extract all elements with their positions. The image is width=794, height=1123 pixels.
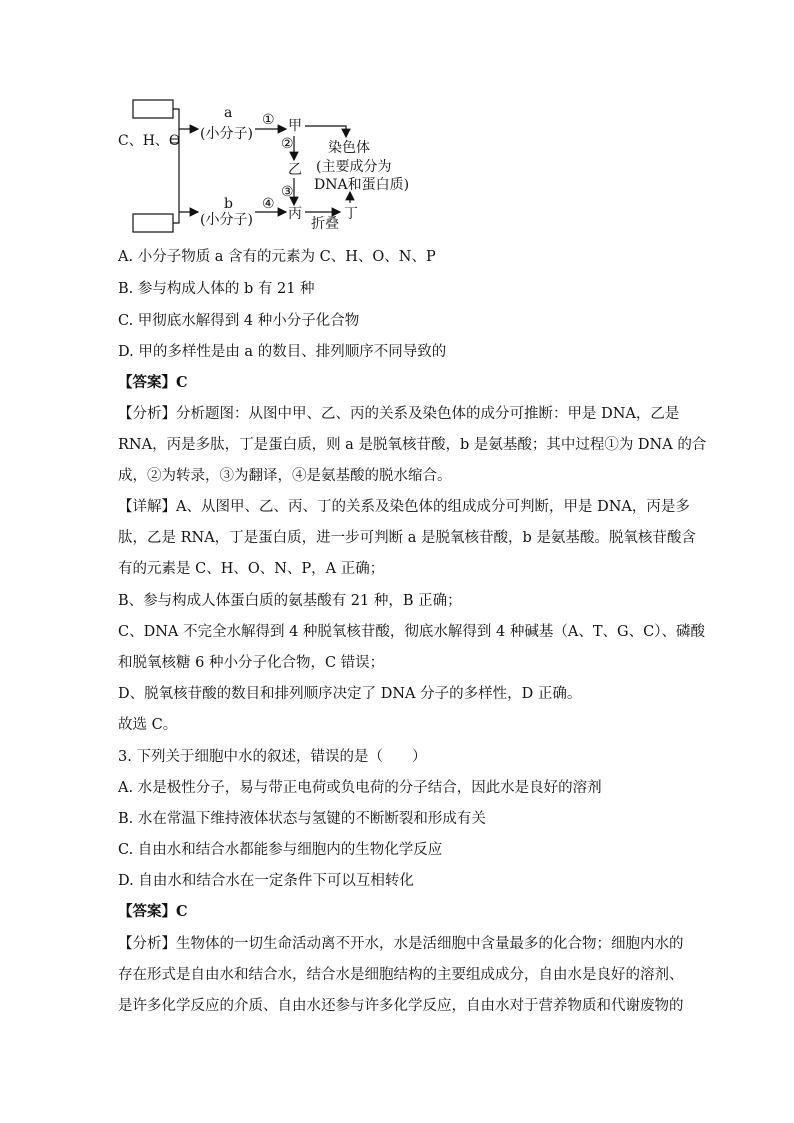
question-diagram <box>118 98 418 238</box>
q3-option-a: A. 水是极性分子，易与带正电荷或负电荷的分子结合，因此水是良好的溶剂 <box>118 780 602 796</box>
chromosome-composition-line1: (主要成分为 <box>316 159 392 175</box>
q2-detail-line: C、DNA 不完全水解得到 4 种脱氧核苷酸，彻底水解得到 4 种碱基（A、T、G、C）、磷酸 <box>118 624 705 640</box>
q3-question: 3. 下列关于细胞中水的叙述，错误的是（ ） <box>118 749 427 765</box>
q2-conclusion: 故选 C。 <box>118 717 178 733</box>
q3-analysis-line: 是许多化学反应的介质、自由水还参与许多化学反应，自由水对于营养物质和代谢废物的 <box>118 998 684 1014</box>
yi-label: 乙 <box>288 162 302 178</box>
b-label: b <box>224 196 233 212</box>
q2-detail-line: 有的元素是 C、H、O、N、P，A 正确； <box>118 561 385 577</box>
bing-label: 丙 <box>288 206 302 222</box>
q2-answer: 【答案】C <box>118 374 188 391</box>
q2-detail-line: B、参与构成人体蛋白质的氨基酸有 21 种，B 正确； <box>118 593 462 609</box>
step-1-label: ① <box>262 112 275 128</box>
q3-option-c: C. 自由水和结合水都能参与细胞内的生物化学反应 <box>118 842 443 858</box>
q2-analysis-line: RNA，丙是多肽，丁是蛋白质，则 a 是脱氧核苷酸，b 是氨基酸；其中过程①为 DNA 的合 <box>118 437 707 453</box>
q2-option-a: A. 小分子物质 a 含有的元素为 C、H、O、N、P <box>118 249 436 265</box>
q2-option-c: C. 甲彻底水解得到 4 种小分子化合物 <box>118 313 360 329</box>
elements-label: C、H、O <box>118 133 181 149</box>
q2-detail-line: 和脱氧核糖 6 种小分子化合物，C 错误； <box>118 655 385 671</box>
q3-option-d: D. 自由水和结合水在一定条件下可以互相转化 <box>118 873 414 889</box>
q2-detail-line: 【详解】A、从图甲、乙、丙、丁的关系及染色体的组成成分可判断，甲是 DNA，丙是多 <box>118 499 690 515</box>
q3-option-b: B. 水在常温下维持液体状态与氢键的不断断裂和形成有关 <box>118 811 486 827</box>
blank-box-top <box>133 100 173 118</box>
q2-detail-line: D、脱氧核苷酸的数目和排列顺序决定了 DNA 分子的多样性，D 正确。 <box>118 686 582 702</box>
jia-label: 甲 <box>288 118 302 134</box>
a-label: a <box>224 105 233 121</box>
step-3-label: ③ <box>281 184 294 200</box>
step-2-label: ② <box>281 136 294 152</box>
q2-option-d: D. 甲的多样性是由 a 的数目、排列顺序不同导致的 <box>118 344 447 360</box>
q3-answer: 【答案】C <box>118 903 188 920</box>
chromosome-label: 染色体 <box>328 140 370 156</box>
fold-label: 折叠 <box>311 216 339 232</box>
q2-option-b: B. 参与构成人体的 b 有 21 种 <box>118 281 315 297</box>
q3-analysis-line: 存在形式是自由水和结合水，结合水是细胞结构的主要组成成分，自由水是良好的溶剂、 <box>118 967 684 983</box>
a-sub-label: (小分子) <box>200 126 253 142</box>
q3-analysis-line: 【分析】生物体的一切生命活动离不开水，水是活细胞中含量最多的化合物；细胞内水的 <box>118 936 684 952</box>
blank-box-bottom <box>133 214 173 232</box>
q2-detail-line: 肽，乙是 RNA，丁是蛋白质，进一步可判断 a 是脱氧核苷酸，b 是氨基酸。脱氧核苷酸含 <box>118 530 696 546</box>
q2-analysis-line: 成，②为转录，③为翻译，④是氨基酸的脱水缩合。 <box>118 468 452 484</box>
ding-label: 丁 <box>344 206 358 222</box>
b-sub-label: (小分子) <box>200 212 253 228</box>
chromosome-composition-line2: DNA和蛋白质) <box>314 177 410 193</box>
step-4-label: ④ <box>262 196 275 212</box>
q2-analysis-line: 【分析】分析题图：从图中甲、乙、丙的关系及染色体的成分可推断：甲是 DNA，乙是 <box>118 406 680 422</box>
